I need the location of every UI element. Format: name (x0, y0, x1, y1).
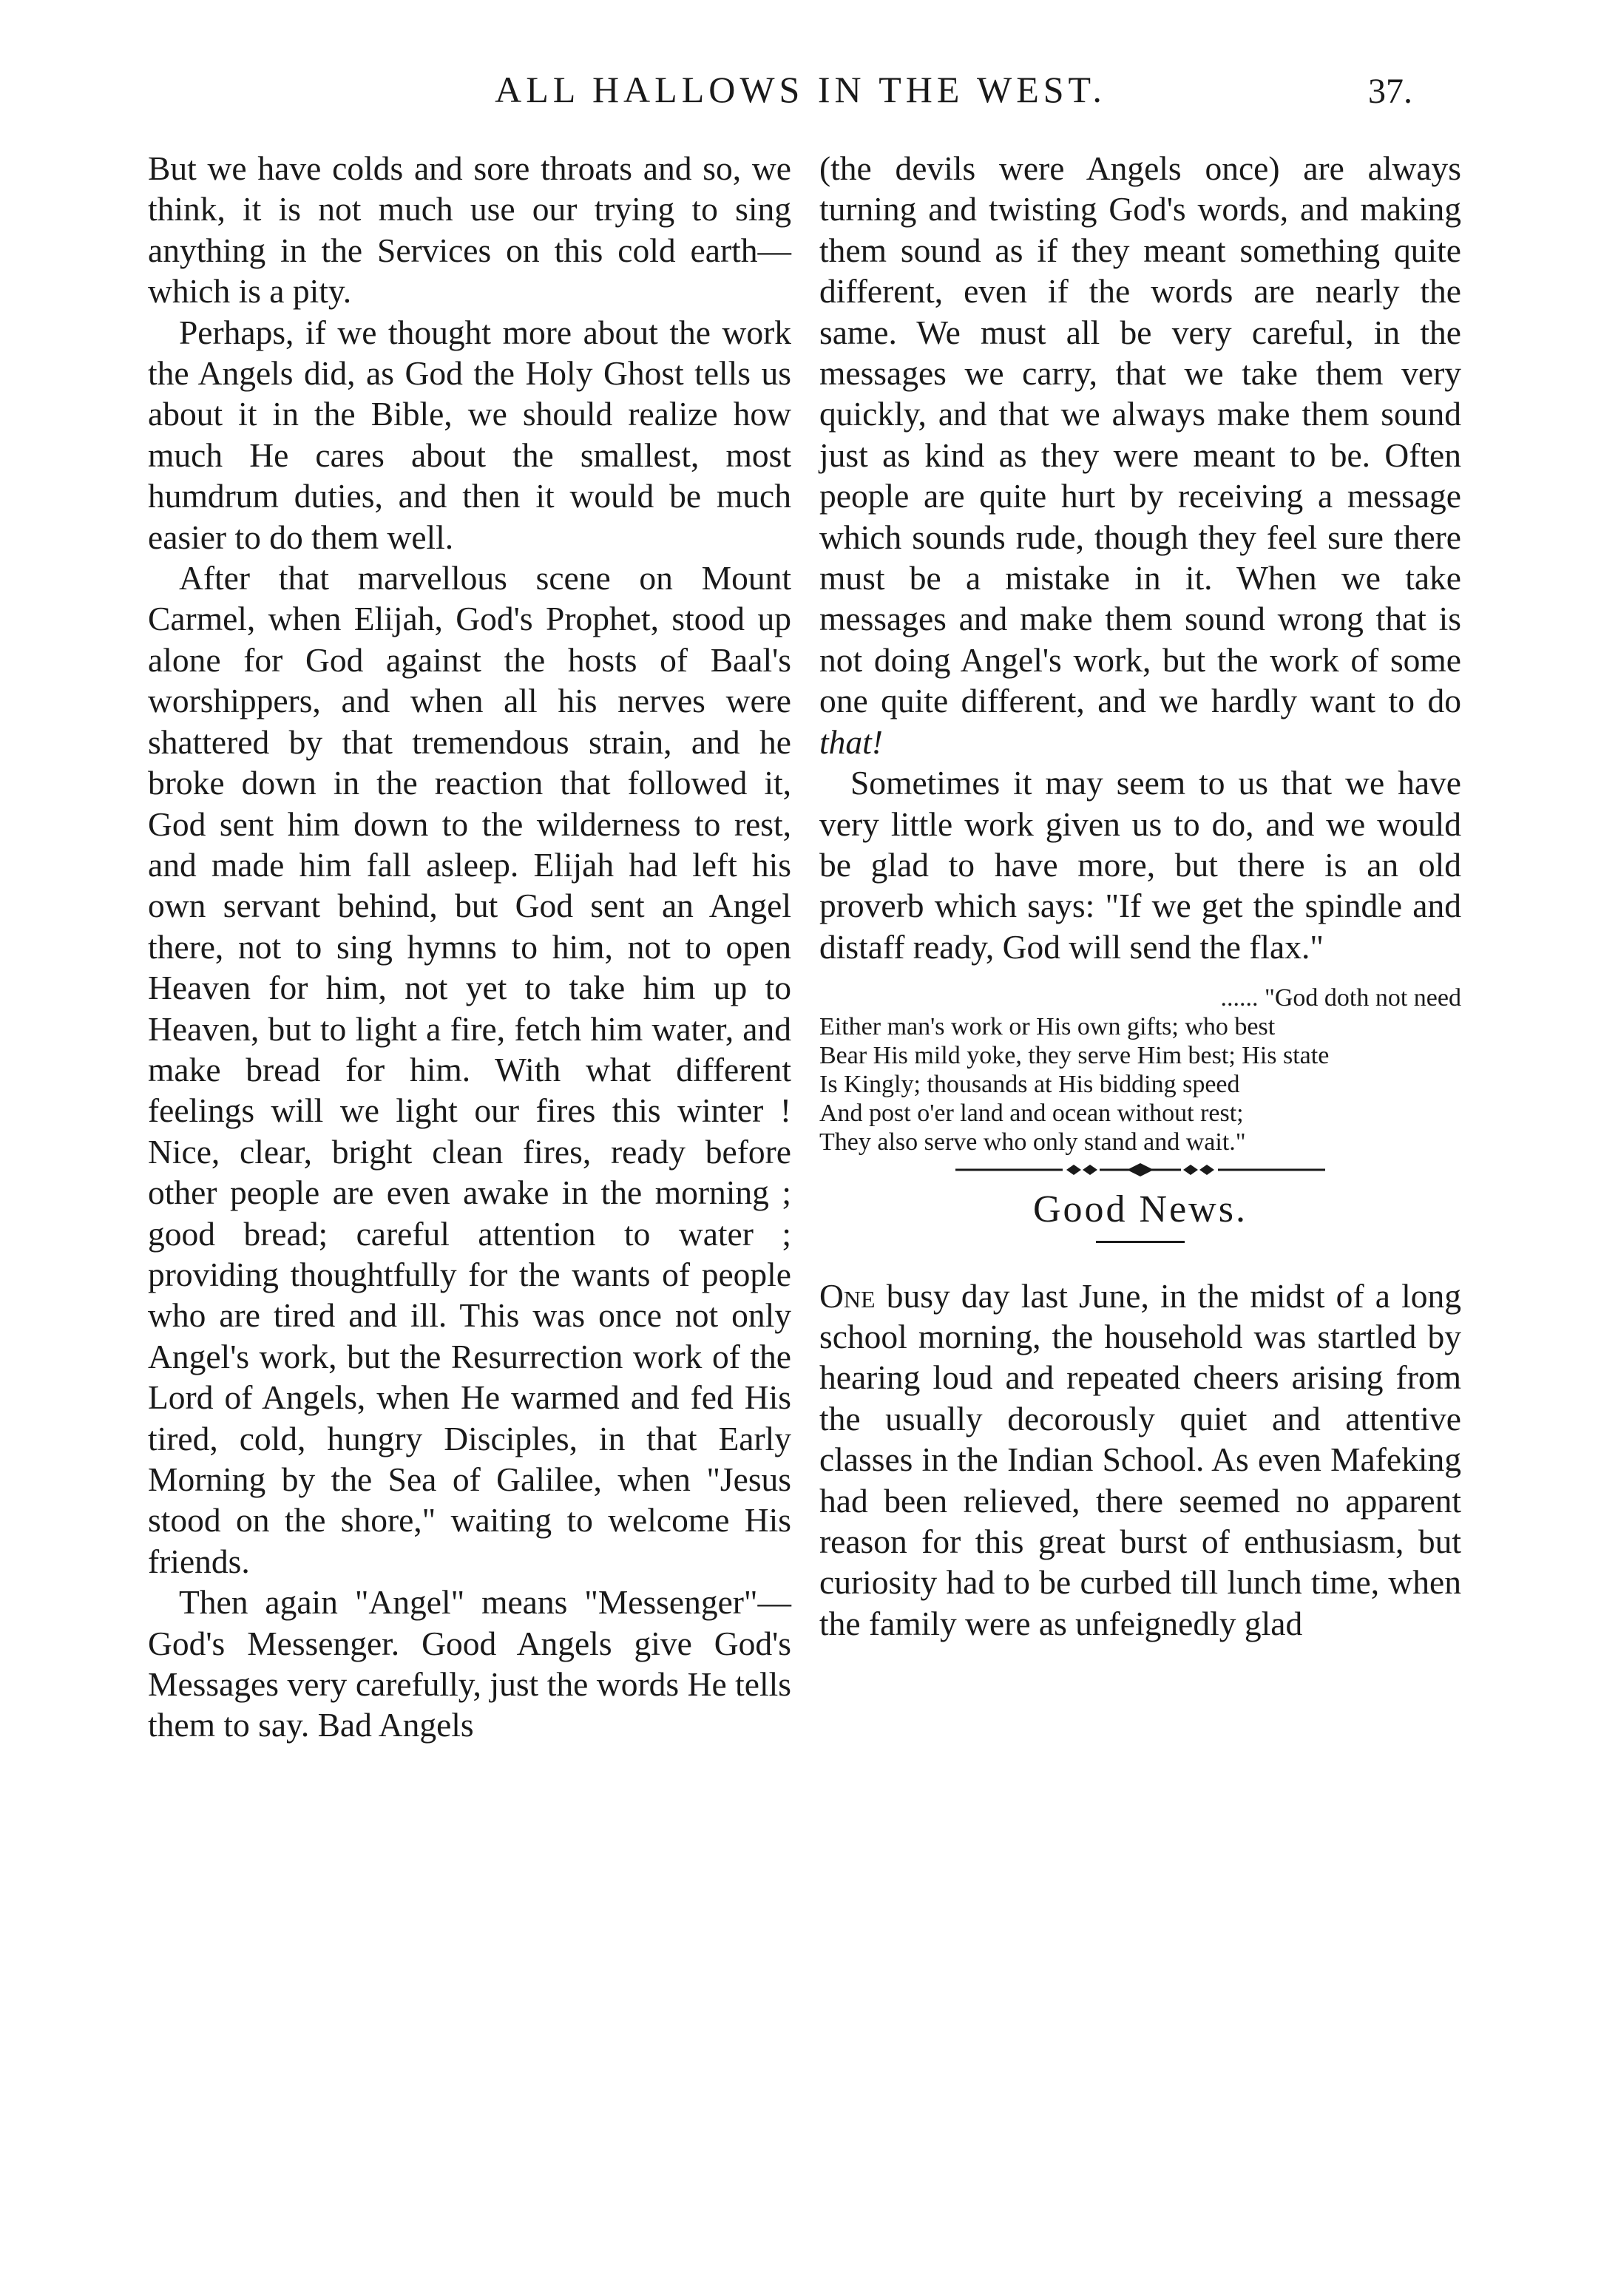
paragraph (819, 1276, 1461, 1645)
poem-quote (819, 983, 1461, 1157)
heading-rule (1096, 1241, 1185, 1243)
emphasized-word: that! (819, 722, 883, 761)
ornamental-divider (955, 1161, 1325, 1179)
drop-word: One (819, 1276, 876, 1315)
poem-line: And post o'er land and ocean without rest; (819, 1100, 1244, 1128)
poem-line: Is Kingly; thousands at His bidding speed (819, 1071, 1240, 1099)
paragraph: Then again "Angel" means "Messenger"—God's Messenger. Good Angels give God's Messages very carefully, just the words He tells them to say. Bad Angels (148, 1583, 791, 1744)
paragraph (819, 148, 1461, 762)
paragraph-text: busy day last June, in the midst of a long school morning, the household was startled by hearing loud and repeated cheers arising from the usually decorously quiet and attentive classes in the Indian School. As even Mafeking had been relieved, there seemed no apparent reason for this great burst of enthusiasm, but curiosity had to be curbed till lunch time, when the family were as unfeignedly glad (819, 1276, 1461, 1642)
poem-line: Bear His mild yoke, they serve Him best; His state (819, 1042, 1330, 1070)
paragraph: But we have colds and sore throats and so, we think, it is not much use our trying to sing anything in the Services on this cold earth—which is a pity. (148, 149, 791, 311)
page-header (0, 68, 1601, 127)
paragraph: Sometimes it may seem to us that we have very little work given us to do, and we would be glad to have more, but there is an old proverb which says: "If we get the spindle and distaff ready, God will send the flax." (819, 764, 1461, 966)
left-column (148, 148, 791, 1746)
paragraph: Perhaps, if we thought more about the work the Angels did, as God the Holy Ghost tells us about it in the Bible, we should realize how much He cares about the smallest, most humdrum duties, and then it would be much easier to do them well. (148, 313, 791, 556)
poem-line: ...... "God doth not need (1220, 984, 1461, 1012)
poem-line: They also serve who only stand and wait." (819, 1128, 1246, 1157)
paragraph: After that marvellous scene on Mount Carmel, when Elijah, God's Prophet, stood up alone for God against the hosts of Baal's worshippers, and when all his nerves were shattered by that tremendous strain, and he broke down in the reaction that followed it, God sent him down to the wilderness to rest, and made him fall asleep. Elijah had left his own servant behind, but God sent an Angel there, not to sing hymns to him, not to open Heaven for him, not yet to take him up to Heaven, but to light a fire, fetch him water, and make bread for him. With what different feelings will we light our fires this winter ! Nice, clear, bright clean fires, ready before other people are even awake in the morning ; good bread; careful attention to water ; providing thoughtfully for the wants of people who are tired and ill. This was once not only Angel's work, but the Resurrection work of the Lord of Angels, when He warmed and fed His tired, cold, hungry Disciples, in that Early Morning by the Sea of Galilee, when "Jesus stood on the shore," waiting to welcome His friends. (148, 559, 791, 1580)
section-heading: Good News. (1033, 1188, 1248, 1231)
page-number: 37. (1368, 72, 1412, 111)
poem-line: Either man's work or His own gifts; who best (819, 1013, 1276, 1041)
right-column (819, 148, 1461, 1644)
running-title: ALL HALLOWS IN THE WEST. (495, 69, 1106, 110)
paragraph-text: (the devils were Angels once) are always turning and twisting God's words, and making them sound as if they meant something quite different, even if the words are nearly the same. We must all be very careful, in the messages we carry, that we take them very quickly, and that we always make them sound just as kind as they were meant to be. Often people are quite hurt by receiving a message which sounds rude, though they feel sure there must be a mistake in it. When we take messages and make them sound wrong that is not doing Angel's work, but the work of some one quite different, and we hardly want to do (819, 149, 1461, 720)
